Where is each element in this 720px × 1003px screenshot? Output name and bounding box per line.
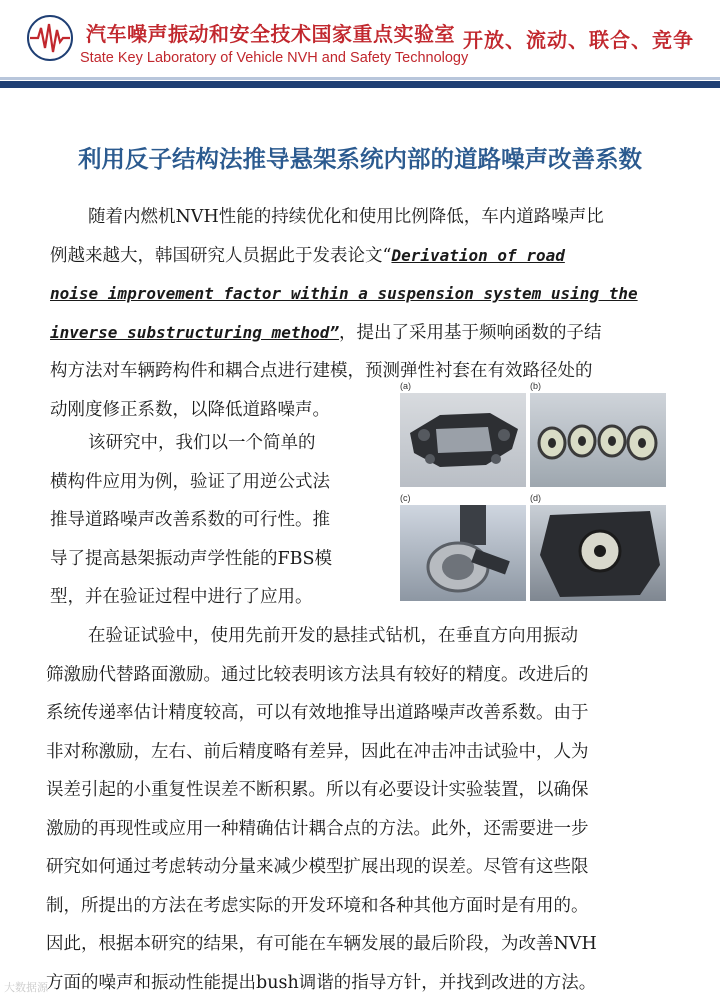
mounted-image (530, 505, 666, 601)
text-line (50, 314, 638, 353)
article-title: 利用反子结构法推导悬架系统内部的道路噪声改善系数 (78, 145, 642, 173)
text-line: 在验证试验中，使用先前开发的悬挂式钻机，在垂直方向用振动 (88, 626, 578, 646)
text-line (50, 275, 638, 314)
text-line: 研究如何通过考虑转动分量来减少模型扩展出现的误差。尽管有这些限 (46, 857, 589, 877)
paragraph-method (50, 424, 332, 617)
paper-reference: noise improvement factor within a suspension system using the (50, 284, 638, 303)
text-line: 方面的噪声和振动性能提出bush调谐的指导方针，并找到改进的方法。 (46, 972, 597, 993)
text-line: 系统传递率估计精度较高，可以有效地推导出道路噪声改善系数。由于 (46, 703, 589, 723)
text-span: 例越来越大，韩国研究人员据此于发表论文“ (50, 245, 392, 266)
paper-reference: Derivation of road (391, 245, 565, 265)
figure-label-d: (d) (530, 493, 541, 503)
photo-bushing-assembly (400, 505, 526, 601)
text-line: 构方法对车辆跨构件和耦合点进行建模，预测弹性衬套在有效路径处的 (50, 361, 593, 381)
text-line (50, 237, 638, 276)
figure-label-a: (a) (400, 381, 411, 391)
figure-photos (396, 381, 670, 603)
crossmember-image (400, 393, 526, 487)
paper-reference: inverse substructuring method” (50, 322, 339, 342)
header-divider-thin (0, 77, 720, 80)
text-line: 制，所提出的方法在考虑实际的开发环境和各种其他方面时是有用的。 (46, 895, 589, 916)
text-line: 非对称激励，左右、前后精度略有差异，因此在冲击冲击试验中，人为 (46, 741, 589, 762)
header (0, 0, 720, 88)
photo-mounted-bushing (530, 505, 666, 601)
figure-label-b: (b) (530, 381, 541, 391)
photo-bushings (530, 393, 666, 487)
paragraph-results (46, 617, 597, 1002)
text-line: 推导道路噪声改善系数的可行性。推 (50, 510, 330, 530)
text-line: 因此，根据本研究的结果，有可能在车辆发展的最后阶段，为改善NVH (46, 934, 597, 954)
watermark: 大数据源 (4, 982, 48, 994)
header-divider-thick (0, 81, 720, 88)
text-span: ，提出了采用基于频响函数的子结 (338, 322, 602, 343)
assembly-image (400, 505, 526, 601)
text-line: 导了提高悬架振动声学性能的FBS模 (50, 548, 332, 569)
text-line: 横构件应用为例，验证了用逆公式法 (50, 471, 330, 492)
text-line: 误差引起的小重复性误差不断积累。所以有必要设计实验装置，以确保 (46, 780, 589, 800)
text-line: 该研究中，我们以一个简单的 (88, 433, 316, 453)
text-line: 型，并在验证过程中进行了应用。 (50, 587, 313, 607)
photo-crossmember (400, 393, 526, 487)
text-line: 随着内燃机NVH性能的持续优化和使用比例降低，车内道路噪声比 (88, 207, 604, 227)
lab-name-en: State Key Laboratory of Vehicle NVH and Safety Technology (80, 50, 469, 66)
text-line: 动刚度修正系数，以降低道路噪声。 (50, 399, 330, 420)
lab-logo-icon (26, 14, 74, 62)
bushings-image (530, 393, 666, 487)
slogan: 开放、流动、联合、竞争 (463, 28, 694, 52)
lab-name-cn: 汽车噪声振动和安全技术国家重点实验室 (86, 22, 455, 46)
text-line: 筛激励代替路面激励。通过比较表明该方法具有较好的精度。改进后的 (46, 664, 589, 685)
text-line: 激励的再现性或应用一种精确估计耦合点的方法。此外，还需要进一步 (46, 818, 589, 839)
figure-label-c: (c) (400, 493, 411, 503)
